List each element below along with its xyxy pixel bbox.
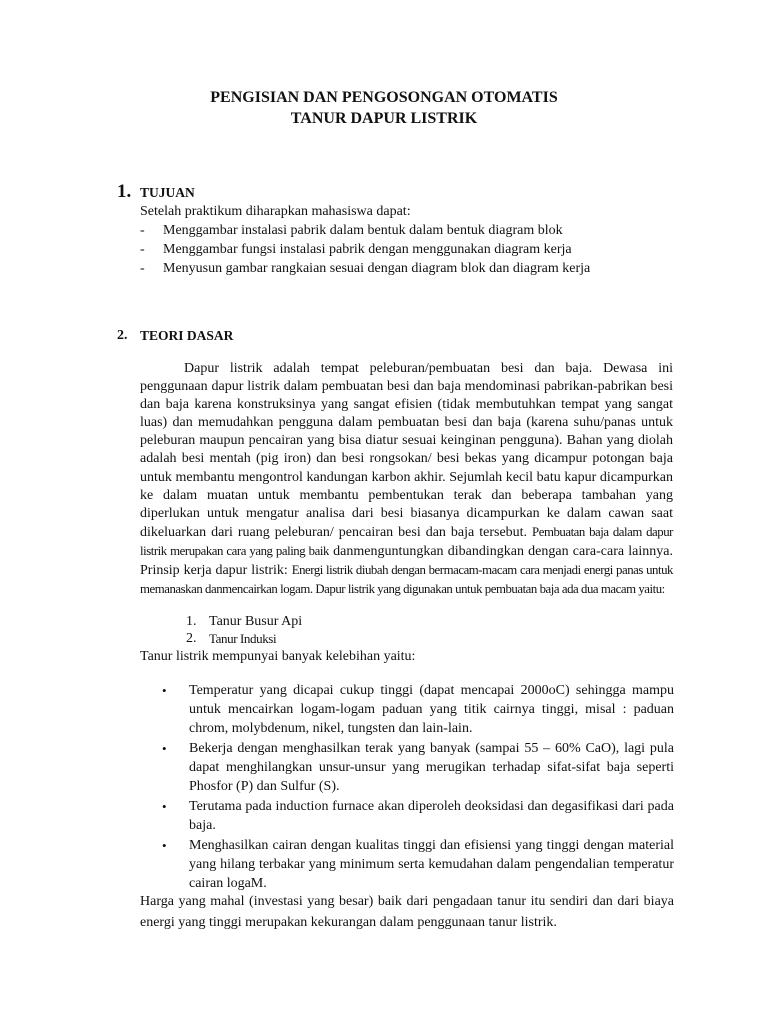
bullet-icon: • — [162, 838, 167, 853]
furnace-type-2: Tanur Induksi — [209, 631, 277, 646]
section-1-heading: TUJUAN — [140, 185, 195, 200]
bullet-icon: • — [162, 683, 167, 698]
document-title-line-2: TANUR DAPUR LISTRIK — [290, 110, 478, 127]
advantage-item-3: Terutama pada induction furnace akan diperoleh deoksidasi dan degasifikasi dari pada baja. — [189, 799, 674, 834]
bullet-icon: • — [162, 741, 167, 756]
advantages-intro: Tanur listrik mempunyai banyak kelebihan yaitu: — [140, 649, 416, 664]
closing-paragraph: Harga yang mahal (investasi yang besar) baik dari pengadaan tanur itu sendiri dan dari biaya energi yang tinggi merupakan kekurangan dalam penggunaan tanur listrik. — [140, 894, 674, 930]
objective-item-2: Menggambar fungsi instalasi pabrik dengan menggunakan diagram kerja — [163, 242, 572, 257]
advantage-item-1: Temperatur yang dicapai cukup tinggi (dapat mencapai 2000oC) sehingga mampu untuk mencairkan logam-logam paduan yang titik cairnya tinggi, misal : paduan chrom, molybdenum, nikel, tungsten dan lain-lain. — [189, 683, 674, 737]
furnace-type-number-1: 1. — [186, 614, 197, 629]
section-2-heading: TEORI DASAR — [140, 328, 234, 343]
furnace-type-1: Tanur Busur Api — [209, 614, 303, 629]
section-2-number: 2. — [117, 328, 128, 343]
furnace-type-number-2: 2. — [186, 631, 197, 646]
advantage-item-2: Bekerja dengan menghasilkan terak yang banyak (sampai 55 – 60% CaO), lagi pula dapat menghilangkan unsur-unsur yang merugikan terhadap sifat-sifat baja seperti Phosfor (P) dan Sulfur (S). — [189, 741, 674, 795]
list-dash: - — [140, 242, 145, 257]
objective-item-3: Menyusun gambar rangkaian sesuai dengan diagram blok dan diagram kerja — [163, 261, 591, 276]
section-1-number: 1. — [117, 181, 132, 202]
theory-paragraph-mid: danmenguntungkan dibandingkan dengan cara-cara lainnya. Prinsip kerja dapur listrik: — [140, 543, 673, 579]
theory-paragraph-condensed-1: Pembuatan baja dalam dapur listrik merupakan cara yang paling baik — [140, 524, 673, 558]
bullet-icon: • — [162, 799, 167, 814]
advantage-item-4: Menghasilkan cairan dengan kualitas tinggi dan efisiensi yang tinggi dengan material yang hilang terbakar yang minimum serta kemudahan dalam pengendalian temperatur cairan logaM. — [189, 838, 674, 892]
theory-paragraph-main: Dapur listrik adalah tempat peleburan/pembuatan besi dan baja. Dewasa ini penggunaan dapur listrik dalam pembuatan besi dan baja mendominasi pabrikan-pabrikan besi dan baja karena konstruksinya yang sangat efisien (tidak membutuhkan tempat yang sangat luas) dan memudahkan pengguna dalam pembuatan besi dan baja (karena suhu/panas untuk peleburan maupun pencairan yang bisa diatur sesuai keinginan pengguna). Bahan yang diolah adalah besi mentah (pig iron) dan besi rongsokan/ besi bekas yang dicampur potongan baja untuk membantu mengontrol kandungan karbon akhir. Sejumlah kecil batu kapur dicampurkan ke dalam muatan untuk membantu pembentukan terak dan beberapa tambahan yang diperlukan untuk mengatur analisa dari besi biasanya dicampurkan ke dalam cawan saat dikeluarkan dari ruang peleburan/ pencairan besi dan baja tersebut. — [140, 361, 673, 540]
document-title-line-1: PENGISIAN DAN PENGOSONGAN OTOMATIS — [210, 89, 558, 106]
section-1-intro: Setelah praktikum diharapkan mahasiswa dapat: — [140, 204, 411, 219]
list-dash: - — [140, 223, 145, 238]
theory-paragraph-condensed-2: Energi listrik diubah dengan bermacam-macam cara menjadi energi panas untuk memanaskan danmencairkan logam. Dapur listrik yang digunakan untuk pembuatan baja ada dua macam yaitu: — [140, 563, 673, 597]
list-dash: - — [140, 261, 145, 276]
objective-item-1: Menggambar instalasi pabrik dalam bentuk dalam bentuk diagram blok — [163, 223, 563, 238]
theory-paragraph — [140, 360, 673, 599]
